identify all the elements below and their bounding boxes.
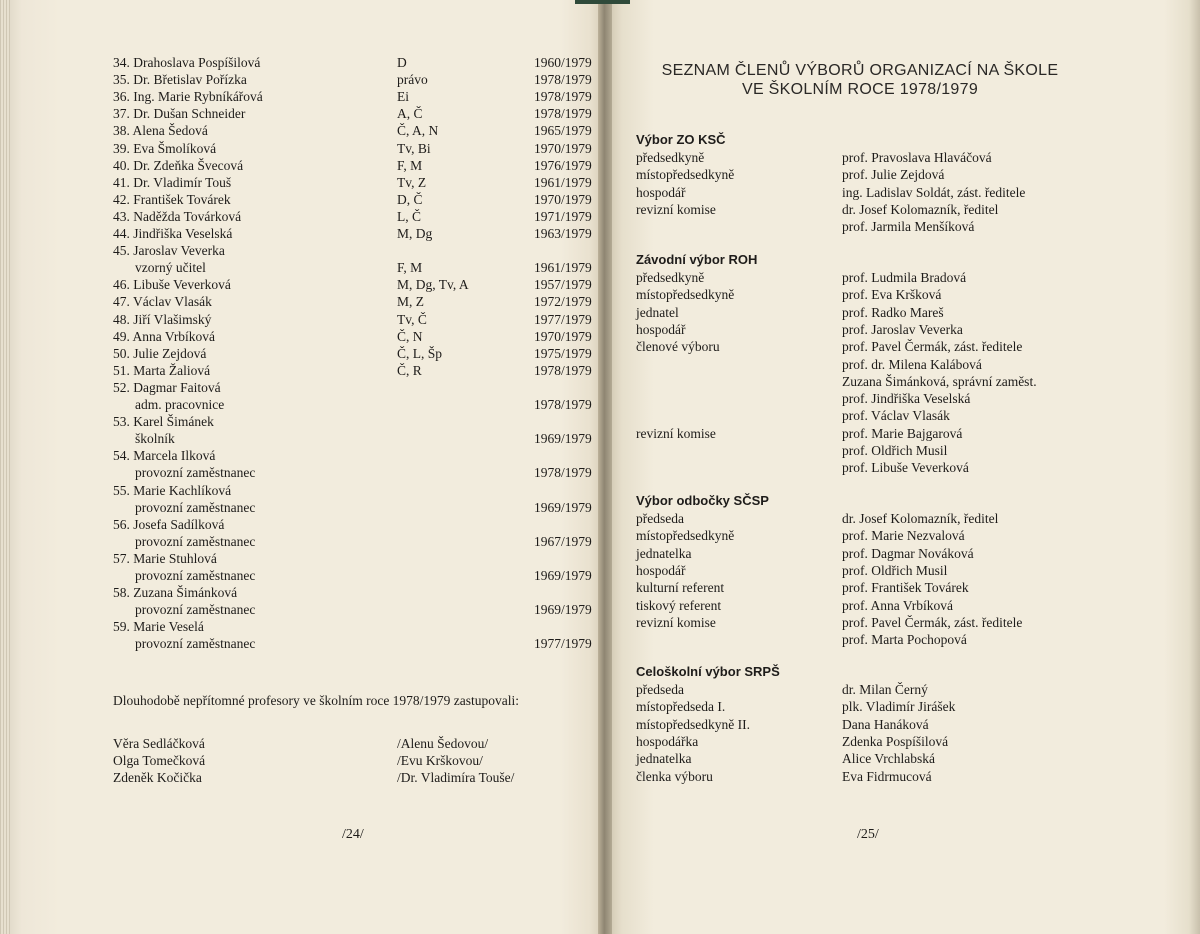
substitute-replaces: /Alenu Šedovou/ — [397, 736, 489, 751]
committee-role: hospodář — [636, 321, 686, 337]
committee-member: prof. Julie Zejdová — [842, 167, 945, 183]
substitute-replaces: /Dr. Vladimíra Touše/ — [397, 770, 515, 785]
committee-role: hospodářka — [636, 733, 699, 749]
committee-role: jednatel — [636, 304, 679, 320]
staff-years: 1978/1979 — [534, 465, 592, 481]
committee-member: prof. František Továrek — [842, 580, 969, 596]
committee-member: prof. Anna Vrbíková — [842, 597, 954, 613]
staff-name: vzorný učitel — [135, 260, 206, 276]
committee-role: předseda — [636, 682, 684, 697]
staff-subjects: M, Z — [397, 294, 424, 310]
committee-member: dr. Josef Kolomazník, ředitel — [842, 511, 999, 526]
staff-subjects: právo — [397, 72, 428, 88]
book-gutter — [598, 0, 612, 934]
committee-member: Zdenka Pospíšilová — [842, 733, 949, 749]
staff-subjects: Tv, Č — [397, 311, 427, 327]
staff-subjects: D, Č — [397, 191, 423, 207]
staff-subjects: Tv, Z — [397, 174, 427, 190]
staff-name: 42. František Továrek — [113, 191, 231, 207]
staff-years: 1978/1979 — [534, 362, 592, 378]
committee-member: prof. Pavel Čermák, zást. ředitele — [842, 339, 1023, 355]
committee-heading: Výbor ZO KSČ — [636, 132, 726, 147]
staff-name: 55. Marie Kachlíková — [113, 482, 232, 498]
staff-name: 57. Marie Stuhlová — [113, 550, 217, 566]
committee-role: členové výboru — [636, 339, 720, 355]
committee-member: Dana Hanáková — [842, 716, 929, 732]
committee-member: prof. dr. Milena Kalábová — [842, 356, 982, 372]
staff-name: 34. Drahoslava Pospíšilová — [113, 55, 261, 70]
committee-member: prof. Pravoslava Hlaváčová — [842, 150, 992, 165]
committee-role: revizní komise — [636, 201, 716, 217]
staff-years: 1965/1979 — [534, 123, 592, 139]
staff-name: 49. Anna Vrbíková — [113, 328, 216, 344]
staff-name: 47. Václav Vlasák — [113, 294, 212, 310]
staff-years: 1970/1979 — [534, 191, 592, 207]
committee-role: revizní komise — [636, 425, 716, 441]
committee-member: prof. Pavel Čermák, zást. ředitele — [842, 614, 1023, 630]
committee-member: prof. Oldřich Musil — [842, 443, 948, 458]
staff-name: 39. Eva Šmolíková — [113, 140, 217, 156]
committee-heading: Celoškolní výbor SRPŠ — [636, 664, 780, 679]
staff-subjects: Č, R — [397, 362, 422, 378]
staff-years: 1969/1979 — [534, 568, 592, 583]
staff-name: 35. Dr. Břetislav Pořízka — [113, 72, 247, 88]
substitute-name: Věra Sedláčková — [113, 736, 205, 751]
committee-member: ing. Ladislav Soldát, zást. ředitele — [842, 184, 1026, 200]
staff-years: 1977/1979 — [534, 311, 592, 327]
staff-years: 1969/1979 — [534, 499, 592, 515]
staff-years: 1978/1979 — [534, 397, 592, 412]
staff-name: 48. Jiří Vlašimský — [113, 311, 212, 327]
committee-role: místopředsedkyně — [636, 167, 735, 183]
staff-years: 1960/1979 — [534, 55, 592, 70]
staff-years: 1957/1979 — [534, 277, 592, 293]
committee-member: prof. Ludmila Bradová — [842, 270, 967, 285]
staff-name: 38. Alena Šedová — [113, 123, 208, 139]
staff-subjects: A, Č — [397, 106, 423, 122]
staff-name: 43. Naděžda Továrková — [113, 208, 242, 224]
staff-years: 1978/1979 — [534, 106, 592, 122]
committee-member: dr. Milan Černý — [842, 682, 928, 697]
staff-subjects: Č, L, Šp — [397, 345, 443, 361]
staff-subjects: Č, N — [397, 328, 423, 344]
committee-member: Eva Fidrmucová — [842, 768, 932, 784]
staff-name: 56. Josefa Sadílková — [113, 516, 225, 532]
staff-years: 1967/1979 — [534, 533, 592, 549]
staff-name: 58. Zuzana Šimánková — [113, 585, 238, 601]
page-edge — [0, 0, 10, 934]
committee-member: Alice Vrchlabská — [842, 751, 936, 767]
substitute-name: Zdeněk Kočička — [113, 770, 202, 785]
staff-years: 1969/1979 — [534, 602, 592, 618]
substitute-replaces: /Evu Krškovou/ — [397, 753, 483, 768]
committee-heading: Výbor odbočky SČSP — [636, 493, 769, 508]
staff-name: 40. Dr. Zdeňka Švecová — [113, 157, 244, 173]
staff-years: 1978/1979 — [534, 72, 592, 88]
staff-name: provozní zaměstnanec — [135, 636, 256, 652]
committee-member: prof. Jaroslav Veverka — [842, 321, 963, 337]
staff-subjects: Tv, Bi — [397, 140, 431, 156]
committee-role: jednatelka — [636, 545, 692, 561]
committee-role: členka výboru — [636, 768, 713, 784]
committee-member: prof. Radko Mareš — [842, 304, 944, 320]
staff-name: 37. Dr. Dušan Schneider — [113, 106, 246, 122]
staff-name: 51. Marta Žaliová — [113, 362, 211, 378]
staff-name: adm. pracovnice — [135, 397, 225, 412]
staff-years: 1961/1979 — [534, 174, 592, 190]
staff-subjects: Č, A, N — [397, 123, 439, 139]
committee-role: kulturní referent — [636, 580, 725, 596]
staff-name: 52. Dagmar Faitová — [113, 379, 221, 395]
committee-member: dr. Josef Kolomazník, ředitel — [842, 201, 999, 217]
staff-subjects: M, Dg, Tv, A — [397, 277, 469, 293]
staff-years: 1978/1979 — [534, 89, 592, 105]
substitute-name: Olga Tomečková — [113, 753, 206, 768]
staff-subjects: Ei — [397, 89, 409, 105]
committee-member: prof. Eva Kršková — [842, 287, 942, 303]
staff-name: 53. Karel Šimánek — [113, 414, 214, 430]
committee-member: prof. Libuše Veverková — [842, 460, 969, 476]
staff-years: 1963/1979 — [534, 226, 592, 241]
staff-name: 45. Jaroslav Veverka — [113, 243, 225, 259]
page-title-line-1: SEZNAM ČLENŮ VÝBORŮ ORGANIZACÍ NA ŠKOLE — [661, 62, 1059, 79]
committee-role: předseda — [636, 511, 684, 526]
staff-name: provozní zaměstnanec — [135, 465, 256, 481]
committee-role: místopředsedkyně II. — [636, 716, 750, 732]
staff-subjects: L, Č — [397, 208, 422, 224]
committee-role: tiskový referent — [636, 597, 722, 613]
page-title-line-2: VE ŠKOLNÍM ROCE 1978/1979 — [741, 81, 979, 98]
committee-role: hospodář — [636, 184, 686, 200]
committee-member: prof. Václav Vlasák — [842, 408, 950, 424]
staff-name: provozní zaměstnanec — [135, 499, 256, 515]
staff-name: provozní zaměstnanec — [135, 568, 256, 583]
committee-member: prof. Marta Pochopová — [842, 632, 967, 648]
staff-subjects: F, M — [397, 260, 423, 276]
substitutes-note: Dlouhodobě nepřítomné profesory ve školním roce 1978/1979 zastupovali: — [113, 693, 520, 708]
committee-role: místopředseda I. — [636, 699, 726, 715]
staff-name: provozní zaměstnanec — [135, 533, 256, 549]
staff-name: 59. Marie Veselá — [113, 619, 204, 635]
staff-name: 44. Jindřiška Veselská — [113, 226, 233, 241]
staff-name: 50. Julie Zejdová — [113, 345, 207, 361]
committee-role: revizní komise — [636, 614, 716, 630]
committee-role: předsedkyně — [636, 150, 705, 165]
staff-years: 1976/1979 — [534, 157, 592, 173]
staff-years: 1977/1979 — [534, 636, 592, 652]
committee-role: místopředsedkyně — [636, 528, 735, 544]
staff-subjects: M, Dg — [397, 226, 433, 241]
staff-name: 46. Libuše Veverková — [113, 277, 231, 293]
committee-member: plk. Vladimír Jirášek — [842, 699, 956, 715]
staff-name: 36. Ing. Marie Rybníkářová — [113, 89, 263, 105]
page-number: /24/ — [342, 827, 364, 842]
committee-heading: Závodní výbor ROH — [636, 252, 758, 267]
binding-band — [575, 0, 630, 4]
staff-years: 1972/1979 — [534, 294, 592, 310]
committee-role: předsedkyně — [636, 270, 705, 285]
staff-name: 54. Marcela Ilková — [113, 448, 216, 464]
page-number: /25/ — [857, 827, 879, 842]
committee-member: prof. Jarmila Menšíková — [842, 219, 975, 235]
staff-years: 1970/1979 — [534, 140, 592, 156]
staff-subjects: F, M — [397, 157, 423, 173]
committee-member: prof. Dagmar Nováková — [842, 545, 974, 561]
committee-role: jednatelka — [636, 751, 692, 767]
staff-years: 1975/1979 — [534, 345, 592, 361]
committee-role: místopředsedkyně — [636, 287, 735, 303]
staff-years: 1961/1979 — [534, 260, 592, 276]
committee-member: prof. Marie Nezvalová — [842, 528, 965, 544]
staff-name: 41. Dr. Vladimír Touš — [113, 174, 232, 190]
staff-name: školník — [135, 431, 175, 447]
committee-member: Zuzana Šimánková, správní zaměst. — [842, 373, 1037, 389]
committee-member: prof. Oldřich Musil — [842, 562, 948, 578]
committee-member: prof. Marie Bajgarová — [842, 425, 963, 441]
staff-years: 1970/1979 — [534, 328, 592, 344]
committee-role: hospodář — [636, 562, 686, 578]
staff-subjects: D — [397, 55, 407, 70]
staff-name: provozní zaměstnanec — [135, 602, 256, 618]
staff-years: 1971/1979 — [534, 208, 592, 224]
committee-member: prof. Jindřiška Veselská — [842, 391, 971, 407]
staff-years: 1969/1979 — [534, 431, 592, 447]
